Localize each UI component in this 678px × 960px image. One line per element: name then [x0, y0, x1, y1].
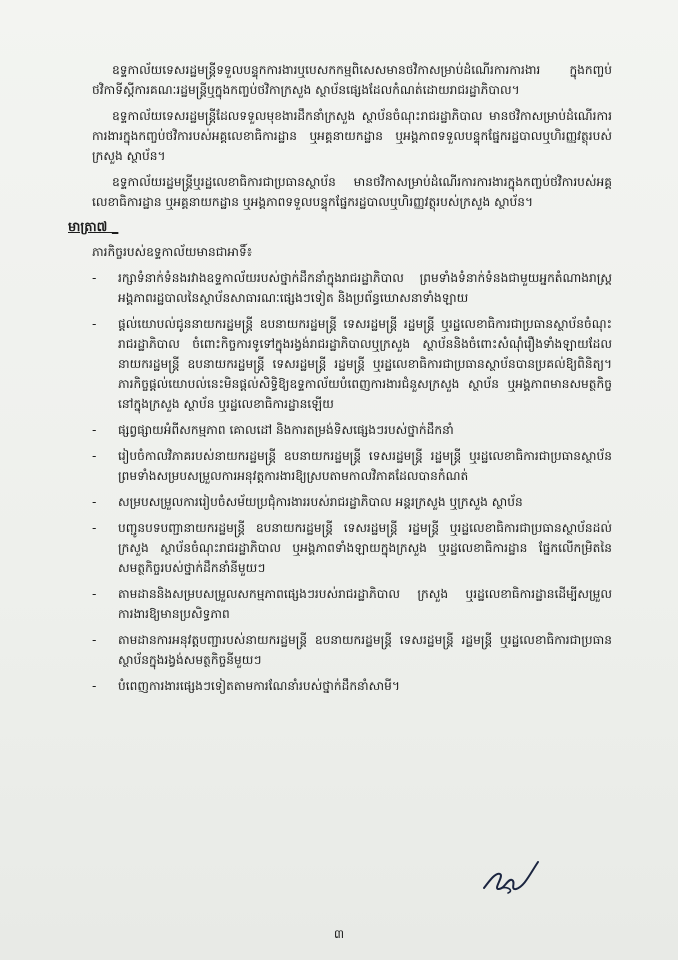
- duty-text: រៀបចំកាលវិភាគរបស់នាយករដ្ឋមន្ត្រី ឧបនាយករដ្ឋមន្ត្រី ទេសរដ្ឋមន្ត្រី រដ្ឋមន្ត្រី ឬរដ្ឋលេខាធិការជាប្រធានស្ថាប័ន ព្រមទាំងសម្របសម្រួលការអនុវត្តការងារឱ្យស្របតាមកាលវិភាគដែលបានកំណត់: [118, 449, 612, 483]
- bullet-dash: -: [92, 271, 97, 285]
- list-item: [92, 314, 612, 414]
- list-item: [92, 492, 612, 512]
- paragraph-2: ឧទ្ទកាល័យទេសរដ្ឋមន្ត្រីដែលទទួលមុខងារដឹកនាំក្រសួង ស្ថាប័នចំណុះរាជរដ្ឋាភិបាល មានថវិកាសម្រាប់ដំណើរការការងារក្នុងកញ្ចប់ថវិការបស់អគ្គលេខាធិការដ្ឋាន ឬអគ្គនាយកដ្ឋាន ឬអង្គភាពទទួលបន្ទុកផ្នែករដ្ឋបាលឬហិរញ្ញវត្ថុរបស់ក្រសួង ស្ថាប័ន។: [92, 109, 612, 163]
- duty-text: រក្សាទំនាក់ទំនងរវាងឧទ្ទកាល័យរបស់ថ្នាក់ដឹកនាំក្នុងរាជរដ្ឋាភិបាល ព្រមទាំងទំនាក់ទំនងជាមួយអ្នកតំណាងរាស្ត្រ អង្គភាពរដ្ឋបាលនៃស្ថាប័នសាធារណៈផ្សេងៗទៀត និងប្រព័ន្ធឃោសនាទាំងឡាយ: [118, 271, 612, 305]
- document-body: [68, 60, 612, 702]
- bullet-dash: -: [92, 521, 97, 535]
- article-heading: មាត្រា៧ _: [68, 220, 119, 235]
- duty-text: បំពេញការងារផ្សេងៗទៀតតាមការណែនាំរបស់ថ្នាក់ដឹកនាំសាមី។: [118, 679, 400, 693]
- bullet-dash: -: [92, 495, 97, 509]
- paragraph-3: ឧទ្ទកាល័យរដ្ឋមន្ត្រីឬរដ្ឋលេខាធិការជាប្រធានស្ថាប័ន មានថវិកាសម្រាប់ដំណើរការការងារក្នុងកញ្ចប់ថវិការបស់អគ្គលេខាធិការដ្ឋាន ឬអគ្គនាយកដ្ឋាន ឬអង្គភាពទទួលបន្ទុកផ្នែករដ្ឋបាលឬហិរញ្ញវត្ថុរបស់ក្រសួង ស្ថាប័ន។: [92, 175, 612, 209]
- duty-text: បញ្ជូនបទបញ្ជានាយករដ្ឋមន្ត្រី ឧបនាយករដ្ឋមន្ត្រី ទេសរដ្ឋមន្ត្រី រដ្ឋមន្ត្រី ឬរដ្ឋលេខាធិការជាប្រធានស្ថាប័នដល់ក្រសួង ស្ថាប័នចំណុះរាជរដ្ឋាភិបាល ឬអង្គភាពទាំងឡាយក្នុងក្រសួង ឬរដ្ឋលេខាធិការដ្ឋាន ផ្នែកលើកម្រិតនៃសមត្ថកិច្ចរបស់ថ្នាក់ដឹកនាំនីមួយៗ: [118, 521, 612, 575]
- duty-text: តាមដាននិងសម្របសម្រួលសកម្មភាពផ្សេងៗរបស់រាជរដ្ឋាភិបាល ក្រសួង ឬរដ្ឋលេខាធិការដ្ឋានដើម្បីសម្រួលការងារឱ្យមានប្រសិទ្ធភាព: [118, 587, 612, 621]
- list-item: [92, 518, 612, 578]
- list-item: [92, 268, 612, 308]
- bullet-dash: -: [92, 679, 97, 693]
- list-item: [92, 676, 612, 696]
- bullet-dash: -: [92, 317, 97, 331]
- bullet-dash: -: [92, 423, 97, 437]
- duties-list: [92, 268, 612, 696]
- list-item: [92, 420, 612, 440]
- list-item: [92, 446, 612, 486]
- paragraph-1: ឧទ្ទកាល័យទេសរដ្ឋមន្ត្រីទទួលបន្ទុកការងារឬបេសកកម្មពិសេសមានថវិកាសម្រាប់ដំណើរការការងារ ក្នុងកញ្ចប់ថវិកាទីស្តីការគណៈរដ្ឋមន្ត្រីឬក្នុងកញ្ចប់ថវិកាក្រសួង ស្ថាប័នផ្សេងដែលកំណត់ដោយរាជរដ្ឋាភិបាល។: [92, 63, 612, 97]
- duty-text: ផ្តល់យោបល់ជូននាយករដ្ឋមន្ត្រី ឧបនាយករដ្ឋមន្ត្រី ទេសរដ្ឋមន្ត្រី រដ្ឋមន្ត្រី ឬរដ្ឋលេខាធិការជាប្រធានស្ថាប័នចំណុះរាជរដ្ឋាភិបាល ចំពោះកិច្ចការទូទៅក្នុងរង្វង់រាជរដ្ឋាភិបាលឬក្រសួង ស្ថាប័ននិងចំពោះសំណុំរឿងទាំងឡាយដែលនាយករដ្ឋមន្ត្រី ឧបនាយករដ្ឋមន្ត្រី ទេសរដ្ឋមន្ត្រី រដ្ឋមន្ត្រី ឬរដ្ឋលេខាធិការជាប្រធានស្ថាប័នបានប្រគល់ឱ្យពិនិត្យ។ ភារកិច្ចផ្តល់យោបល់នេះមិនផ្តល់សិទ្ធិឱ្យឧទ្ទកាល័យបំពេញការងារជំនួសក្រសួង ស្ថាប័ន ឬអង្គភាពមានសមត្ថកិច្ចនៅក្នុងក្រសួង ស្ថាប័ន ឬរដ្ឋលេខាធិការដ្ឋានឡើយ: [118, 317, 612, 411]
- page-number: ៣: [333, 927, 345, 941]
- duty-text: តាមដានការអនុវត្តបញ្ជារបស់នាយករដ្ឋមន្ត្រី ឧបនាយករដ្ឋមន្ត្រី ទេសរដ្ឋមន្ត្រី រដ្ឋមន្ត្រី ឬរដ្ឋលេខាធិការជាប្រធានស្ថាប័នក្នុងរង្វង់សមត្ថកិច្ចនីមួយៗ: [118, 633, 612, 667]
- duty-text: ផ្សព្វផ្សាយអំពីសកម្មភាព គោលដៅ និងការតម្រង់ទិសផ្សេងៗរបស់ថ្នាក់ដឹកនាំ: [118, 423, 454, 437]
- duties-intro: ភារកិច្ចរបស់ឧទ្ទកាល័យមានជាអាទិ៍៖: [92, 245, 253, 259]
- initials-signature: [478, 858, 542, 898]
- duty-text: សម្របសម្រួលការរៀបចំសម័យប្រជុំការងាររបស់រាជរដ្ឋាភិបាល អន្តរក្រសួង ឬក្រសួង ស្ថាប័ន: [118, 495, 523, 509]
- list-item: [92, 630, 612, 670]
- bullet-dash: -: [92, 587, 97, 601]
- list-item: [92, 584, 612, 624]
- bullet-dash: -: [92, 633, 97, 647]
- bullet-dash: -: [92, 449, 97, 463]
